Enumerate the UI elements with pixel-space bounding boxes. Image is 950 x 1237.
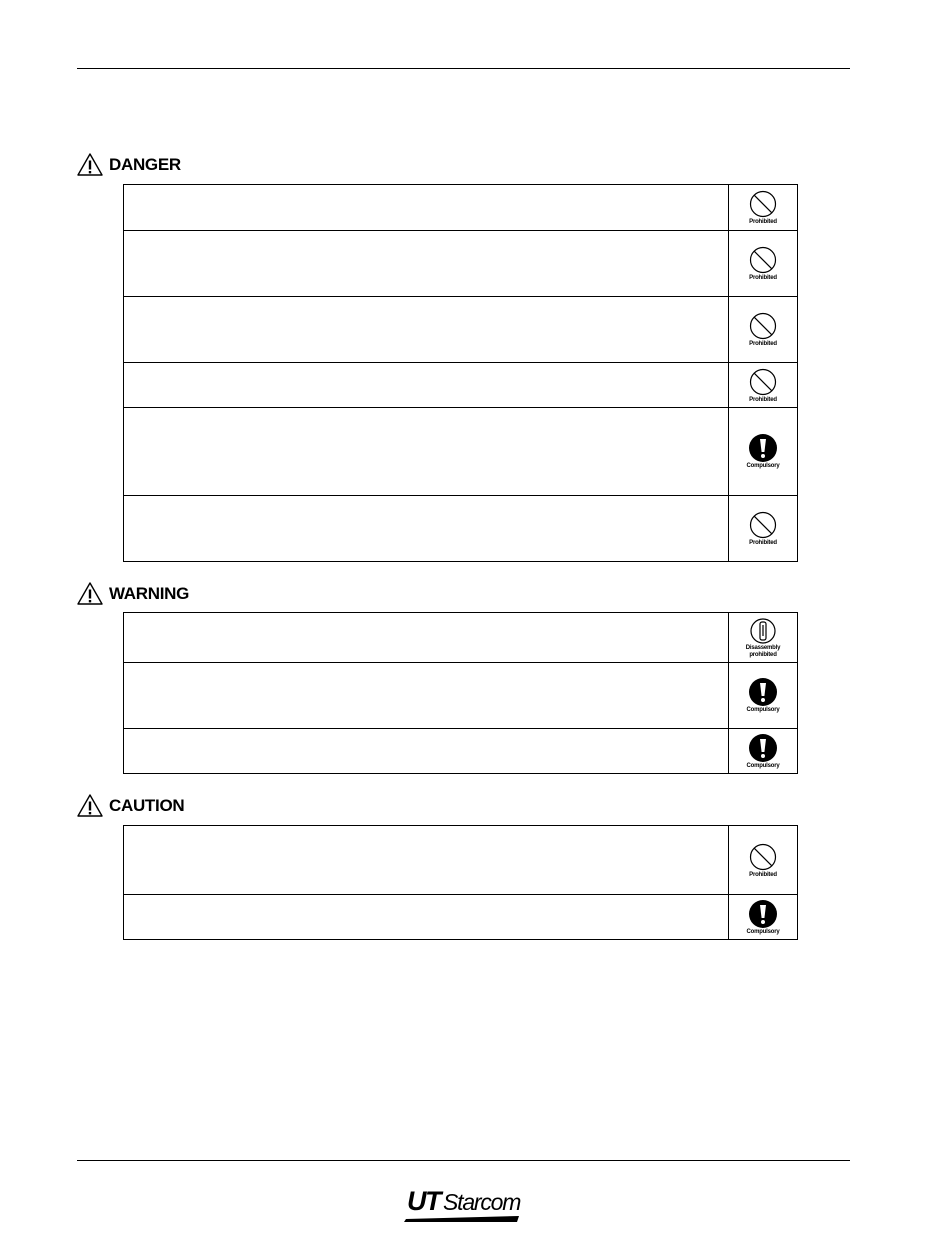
danger-table bbox=[123, 184, 798, 562]
row-text bbox=[124, 231, 729, 296]
svg-text:UT: UT bbox=[407, 1186, 440, 1216]
row-text bbox=[124, 895, 729, 939]
symbol-cell bbox=[728, 185, 797, 230]
row-text bbox=[124, 408, 729, 495]
symbol-cell bbox=[728, 663, 797, 728]
symbol-caption: Prohibited bbox=[749, 396, 777, 403]
caution-title: CAUTION bbox=[109, 795, 185, 815]
symbol-cell bbox=[728, 297, 797, 362]
symbol-caption: Compulsory bbox=[746, 762, 780, 769]
prohibited-icon bbox=[748, 367, 778, 397]
row-text bbox=[124, 297, 729, 362]
row-text bbox=[124, 363, 729, 407]
caution-row bbox=[124, 894, 797, 939]
symbol-caption: Compulsory bbox=[746, 928, 780, 935]
danger-heading bbox=[77, 153, 181, 176]
row-text bbox=[124, 663, 729, 728]
symbol-caption: Prohibited bbox=[749, 219, 777, 225]
symbol-caption: Prohibited bbox=[749, 540, 777, 546]
prohibited-icon bbox=[748, 245, 778, 275]
caution-table bbox=[123, 825, 798, 940]
warning-triangle-icon bbox=[77, 153, 103, 176]
prohibited-icon bbox=[748, 842, 778, 872]
row-text bbox=[124, 613, 729, 662]
symbol-cell bbox=[728, 363, 797, 407]
warning-row bbox=[124, 728, 797, 773]
symbol-cell bbox=[728, 613, 797, 662]
prohibited-icon bbox=[748, 510, 778, 540]
symbol-caption: Prohibited bbox=[749, 275, 777, 281]
danger-row bbox=[124, 230, 797, 296]
header-rule bbox=[77, 68, 850, 69]
symbol-cell bbox=[728, 729, 797, 773]
symbol-caption-line2: prohibited bbox=[749, 651, 777, 658]
warning-triangle-icon bbox=[77, 794, 103, 817]
row-text bbox=[124, 185, 729, 230]
symbol-cell bbox=[728, 231, 797, 296]
symbol-cell bbox=[728, 895, 797, 939]
row-text bbox=[124, 496, 729, 561]
warning-title: WARNING bbox=[109, 583, 190, 603]
danger-row bbox=[124, 495, 797, 561]
disassembly-prohibited-icon bbox=[749, 617, 777, 645]
row-text bbox=[124, 729, 729, 773]
footer-rule bbox=[77, 1160, 850, 1161]
caution-row bbox=[124, 826, 797, 894]
compulsory-icon bbox=[748, 433, 778, 463]
danger-row bbox=[124, 185, 797, 230]
symbol-caption: Compulsory bbox=[746, 707, 780, 713]
symbol-caption: Compulsory bbox=[746, 463, 780, 469]
prohibited-icon bbox=[748, 189, 778, 219]
compulsory-icon bbox=[748, 677, 778, 707]
danger-row bbox=[124, 362, 797, 407]
warning-triangle-icon bbox=[77, 582, 103, 605]
symbol-caption-line1: Disassembly bbox=[745, 644, 781, 651]
prohibited-icon bbox=[748, 311, 778, 341]
warning-table bbox=[123, 612, 798, 774]
compulsory-icon bbox=[748, 733, 778, 763]
danger-row bbox=[124, 296, 797, 362]
symbol-cell bbox=[728, 826, 797, 894]
danger-row bbox=[124, 407, 797, 495]
caution-heading bbox=[77, 794, 184, 817]
svg-text:Starcom: Starcom bbox=[443, 1189, 521, 1215]
warning-heading bbox=[77, 582, 189, 605]
symbol-caption: Prohibited bbox=[749, 341, 777, 347]
row-text bbox=[124, 826, 729, 894]
symbol-cell bbox=[728, 408, 797, 495]
compulsory-icon bbox=[748, 899, 778, 929]
danger-title: DANGER bbox=[109, 154, 181, 174]
warning-row bbox=[124, 662, 797, 728]
warning-row bbox=[124, 613, 797, 662]
symbol-caption: Prohibited bbox=[749, 871, 777, 878]
symbol-cell bbox=[728, 496, 797, 561]
utstarcom-logo bbox=[404, 1183, 522, 1225]
